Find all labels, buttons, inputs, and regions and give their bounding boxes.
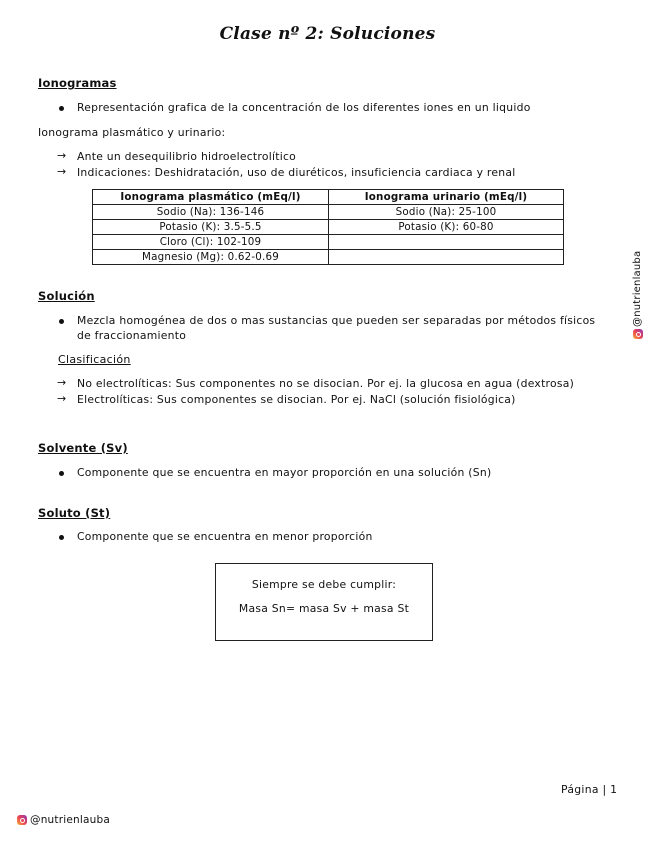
- table-cell: [329, 250, 564, 265]
- bullet-text: Componente que se encuentra en mayor proporción en una solución (Sn): [77, 466, 492, 479]
- section-heading-ionogramas: Ionogramas: [38, 76, 117, 90]
- table-cell: Cloro (Cl): 102-109: [93, 235, 329, 250]
- table-cell: Sodio (Na): 136-146: [93, 205, 329, 220]
- arrow-item-text: No electrolíticas: Sus componentes no se disocian. Por ej. la glucosa en agua (dextrosa): [77, 377, 575, 390]
- arrow-right-icon: →: [57, 392, 67, 405]
- ionograma-subtitle: Ionograma plasmático y urinario:: [38, 126, 226, 139]
- bullet-item: [77, 314, 617, 342]
- arrow-right-icon: →: [57, 376, 67, 389]
- bullet-dot-icon: [59, 319, 64, 324]
- bullet-text-continued: de fraccionamiento: [77, 329, 187, 342]
- bullet-item: [77, 101, 531, 114]
- table-cell: [329, 235, 564, 250]
- arrow-right-icon: →: [57, 149, 67, 162]
- formula-box-title: Siempre se debe cumplir:: [251, 578, 397, 591]
- ionograma-table: [92, 189, 564, 265]
- arrow-item-text: Ante un desequilibrio hidroelectrolítico: [77, 150, 296, 163]
- formula-box: [215, 563, 433, 641]
- table-row: [93, 250, 564, 265]
- instagram-icon: [633, 329, 643, 339]
- section-heading-solucion: Solución: [38, 289, 95, 303]
- bullet-text: Mezcla homogénea de dos o mas sustancias que pueden ser separadas por métodos físicos: [77, 314, 596, 327]
- table-cell: Sodio (Na): 25-100: [329, 205, 564, 220]
- table-header-row: [93, 190, 564, 205]
- table-row: [93, 205, 564, 220]
- bullet-dot-icon: [59, 106, 64, 111]
- table-header-urinario: Ionograma urinario (mEq/l): [329, 190, 564, 205]
- arrow-item: [57, 376, 575, 390]
- clasificacion-subheading: Clasificación: [58, 353, 131, 366]
- table-cell: Potasio (K): 3.5-5.5: [93, 220, 329, 235]
- table-row: [93, 220, 564, 235]
- side-handle: @nutrienlauba: [632, 250, 643, 327]
- arrow-item: [57, 165, 516, 179]
- bullet-text: Representación grafica de la concentración de los diferentes iones en un liquido: [77, 101, 531, 114]
- page-title: Clase nº 2: Soluciones: [219, 24, 436, 44]
- table-cell: Potasio (K): 60-80: [329, 220, 564, 235]
- section-heading-solvente: Solvente (Sv): [38, 441, 128, 455]
- instagram-icon: [17, 815, 27, 825]
- arrow-item: [57, 392, 516, 406]
- bullet-dot-icon: [59, 471, 64, 476]
- table-row: [93, 235, 564, 250]
- formula-box-formula: Masa Sn= masa Sv + masa St: [238, 602, 410, 615]
- bullet-text: Componente que se encuentra en menor proporción: [77, 530, 373, 543]
- arrow-right-icon: →: [57, 165, 67, 178]
- section-heading-soluto: Soluto (St): [38, 506, 111, 520]
- arrow-item-text: Indicaciones: Deshidratación, uso de diuréticos, insuficiencia cardiaca y renal: [77, 166, 516, 179]
- arrow-item: [57, 149, 296, 163]
- arrow-item-text: Electrolíticas: Sus componentes se disocian. Por ej. NaCl (solución fisiológica): [77, 393, 516, 406]
- page-number: Página | 1: [561, 783, 618, 796]
- footer-handle: @nutrienlauba: [30, 814, 110, 826]
- table-header-plasmatico: Ionograma plasmático (mEq/l): [93, 190, 329, 205]
- bullet-dot-icon: [59, 535, 64, 540]
- bullet-item: [77, 466, 491, 479]
- table-cell: Magnesio (Mg): 0.62-0.69: [93, 250, 329, 265]
- bullet-item: [77, 530, 373, 543]
